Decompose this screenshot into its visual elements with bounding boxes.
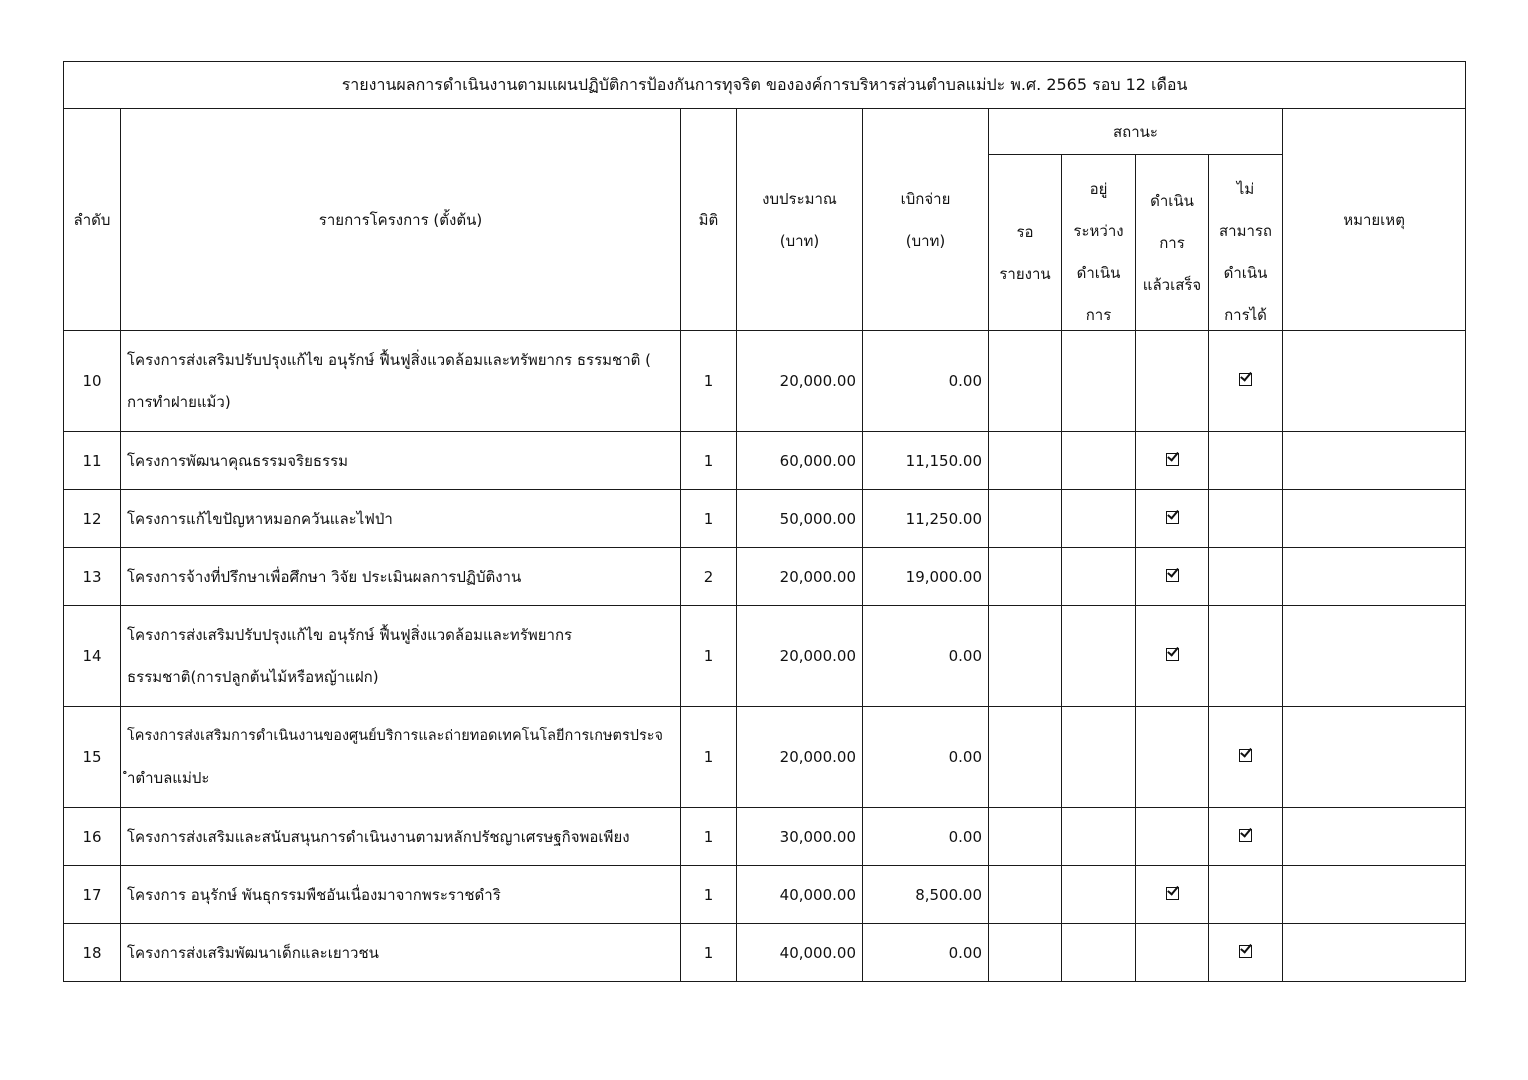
row-paid: 0.00 (863, 924, 989, 982)
row-project-name-line2: ำตำบลแม่ปะ (127, 769, 210, 787)
row-status-done (1136, 490, 1209, 548)
table-row (64, 606, 1466, 707)
header-status-progress (1062, 155, 1136, 331)
header-status-cannot (1209, 155, 1283, 331)
row-budget: 20,000.00 (737, 606, 863, 707)
header-budget-line2: (บาท) (779, 231, 820, 250)
checked-box-icon (1239, 829, 1252, 842)
row-status-wait (989, 432, 1062, 490)
row-status-done (1136, 548, 1209, 606)
row-paid: 0.00 (863, 606, 989, 707)
header-status-wait (989, 155, 1062, 331)
header-status-cannot-line2: สามารถ (1218, 222, 1273, 240)
row-paid: 11,150.00 (863, 432, 989, 490)
checked-box-icon (1166, 648, 1179, 661)
row-remark (1283, 490, 1466, 548)
checked-box-icon (1239, 373, 1252, 386)
row-status-done (1136, 707, 1209, 808)
row-no: 16 (64, 808, 121, 866)
row-status-cannot (1209, 707, 1283, 808)
row-status-progress (1062, 707, 1136, 808)
row-status-cannot (1209, 924, 1283, 982)
header-status-done (1136, 155, 1209, 331)
row-status-wait (989, 707, 1062, 808)
row-status-cannot (1209, 548, 1283, 606)
row-project-name: โครงการจ้างที่ปรึกษาเพื่อศึกษา วิจัย ประเมินผลการปฏิบัติงาน (121, 548, 681, 606)
report-title: รายงานผลการดำเนินงานตามแผนปฏิบัติการป้องกันการทุจริต ขององค์การบริหารส่วนตำบลแม่ปะ พ.ศ. 2565 รอบ 12 เดือน (64, 62, 1466, 109)
row-budget: 20,000.00 (737, 707, 863, 808)
header-status-cannot-line4: การได้ (1224, 306, 1267, 324)
row-budget: 20,000.00 (737, 331, 863, 432)
row-budget: 50,000.00 (737, 490, 863, 548)
row-status-progress (1062, 548, 1136, 606)
header-paid-line2: (บาท) (905, 231, 946, 250)
row-project-name-line1: โครงการส่งเสริมปรับปรุงแก้ไข อนุรักษ์ ฟื้นฟูสิ่งแวดล้อมและทรัพยากร (127, 626, 573, 644)
row-project-name (121, 331, 681, 432)
row-status-done (1136, 808, 1209, 866)
checked-box-icon (1166, 887, 1179, 900)
row-no: 12 (64, 490, 121, 548)
header-dimension: มิติ (681, 109, 737, 331)
header-paid (863, 109, 989, 331)
row-status-wait (989, 606, 1062, 707)
row-status-cannot (1209, 432, 1283, 490)
row-paid: 0.00 (863, 331, 989, 432)
row-paid: 8,500.00 (863, 866, 989, 924)
row-project-name: โครงการส่งเสริมพัฒนาเด็กและเยาวชน (121, 924, 681, 982)
row-status-wait (989, 866, 1062, 924)
report-table (63, 61, 1466, 982)
row-status-wait (989, 331, 1062, 432)
row-remark (1283, 924, 1466, 982)
row-dimension: 1 (681, 707, 737, 808)
header-status-done-line2: การ (1159, 233, 1185, 252)
table-row (64, 490, 1466, 548)
header-remark: หมายเหตุ (1283, 109, 1466, 331)
row-no: 10 (64, 331, 121, 432)
row-status-progress (1062, 490, 1136, 548)
row-dimension: 1 (681, 924, 737, 982)
table-row (64, 707, 1466, 808)
row-status-progress (1062, 331, 1136, 432)
table-row (64, 548, 1466, 606)
row-status-cannot (1209, 331, 1283, 432)
row-remark (1283, 808, 1466, 866)
row-status-progress (1062, 866, 1136, 924)
row-dimension: 1 (681, 331, 737, 432)
row-dimension: 1 (681, 808, 737, 866)
row-no: 11 (64, 432, 121, 490)
checked-box-icon (1239, 749, 1252, 762)
header-paid-line1: เบิกจ่าย (900, 189, 951, 208)
row-project-name (121, 606, 681, 707)
row-project-name-line1: โครงการส่งเสริมปรับปรุงแก้ไข อนุรักษ์ ฟื้นฟูสิ่งแวดล้อมและทรัพยากร ธรรมชาติ ( (127, 351, 651, 369)
row-status-progress (1062, 606, 1136, 707)
row-paid: 11,250.00 (863, 490, 989, 548)
header-status-progress-line3: ดำเนิน (1076, 264, 1121, 282)
row-status-wait (989, 490, 1062, 548)
row-no: 17 (64, 866, 121, 924)
row-dimension: 1 (681, 432, 737, 490)
table-row (64, 866, 1466, 924)
row-project-name-line2: ธรรมชาติ(การปลูกต้นไม้หรือหญ้าแฝก) (127, 668, 379, 686)
row-status-done (1136, 432, 1209, 490)
header-status: สถานะ (989, 109, 1283, 155)
header-no: ลำดับ (64, 109, 121, 331)
row-paid: 19,000.00 (863, 548, 989, 606)
table-row (64, 808, 1466, 866)
header-budget (737, 109, 863, 331)
row-remark (1283, 866, 1466, 924)
row-status-cannot (1209, 808, 1283, 866)
checked-box-icon (1166, 511, 1179, 524)
row-status-cannot (1209, 490, 1283, 548)
row-status-progress (1062, 432, 1136, 490)
row-no: 13 (64, 548, 121, 606)
header-status-progress-line4: การ (1085, 306, 1112, 324)
header-status-wait-line2: รายงาน (999, 264, 1051, 283)
row-remark (1283, 331, 1466, 432)
row-project-name: โครงการ อนุรักษ์ พันธุกรรมพืชอันเนื่องมาจากพระราชดำริ (121, 866, 681, 924)
table-row (64, 331, 1466, 432)
row-status-done (1136, 866, 1209, 924)
row-budget: 40,000.00 (737, 866, 863, 924)
row-status-wait (989, 548, 1062, 606)
row-project-name: โครงการแก้ไขปัญหาหมอกควันและไฟป่า (121, 490, 681, 548)
checked-box-icon (1239, 945, 1252, 958)
header-status-wait-line1: รอ (1016, 222, 1034, 241)
row-status-cannot (1209, 866, 1283, 924)
header-status-progress-line1: อยู่ (1089, 180, 1108, 198)
row-no: 18 (64, 924, 121, 982)
header-status-cannot-line1: ไม่ (1236, 180, 1255, 198)
header-status-done-line3: แล้วเสร็จ (1142, 275, 1202, 294)
row-status-done (1136, 924, 1209, 982)
row-status-progress (1062, 924, 1136, 982)
row-status-done (1136, 331, 1209, 432)
row-status-done (1136, 606, 1209, 707)
row-paid: 0.00 (863, 808, 989, 866)
row-remark (1283, 548, 1466, 606)
header-project: รายการโครงการ (ตั้งต้น) (121, 109, 681, 331)
table-row (64, 432, 1466, 490)
row-status-progress (1062, 808, 1136, 866)
row-budget: 40,000.00 (737, 924, 863, 982)
row-remark (1283, 432, 1466, 490)
checked-box-icon (1166, 453, 1179, 466)
row-budget: 30,000.00 (737, 808, 863, 866)
row-dimension: 1 (681, 866, 737, 924)
row-status-wait (989, 924, 1062, 982)
row-dimension: 2 (681, 548, 737, 606)
row-project-name (121, 707, 681, 808)
row-paid: 0.00 (863, 707, 989, 808)
row-no: 15 (64, 707, 121, 808)
row-dimension: 1 (681, 606, 737, 707)
row-project-name: โครงการพัฒนาคุณธรรมจริยธรรม (121, 432, 681, 490)
header-budget-line1: งบประมาณ (762, 189, 837, 208)
row-no: 14 (64, 606, 121, 707)
header-status-cannot-line3: ดำเนิน (1223, 264, 1268, 282)
table-row (64, 924, 1466, 982)
row-remark (1283, 707, 1466, 808)
header-status-progress-line2: ระหว่าง (1073, 222, 1124, 240)
row-budget: 60,000.00 (737, 432, 863, 490)
row-status-wait (989, 808, 1062, 866)
row-remark (1283, 606, 1466, 707)
row-dimension: 1 (681, 490, 737, 548)
row-project-name-line1: โครงการส่งเสริมการดำเนินงานของศูนย์บริการและถ่ายทอดเทคโนโลยีการเกษตรประจ (127, 728, 664, 744)
row-project-name: โครงการส่งเสริมและสนับสนุนการดำเนินงานตามหลักปรัชญาเศรษฐกิจพอเพียง (121, 808, 681, 866)
row-budget: 20,000.00 (737, 548, 863, 606)
row-project-name-line2: การทำฝายแม้ว) (127, 393, 231, 411)
row-status-cannot (1209, 606, 1283, 707)
header-status-done-line1: ดำเนิน (1150, 191, 1194, 210)
checked-box-icon (1166, 569, 1179, 582)
